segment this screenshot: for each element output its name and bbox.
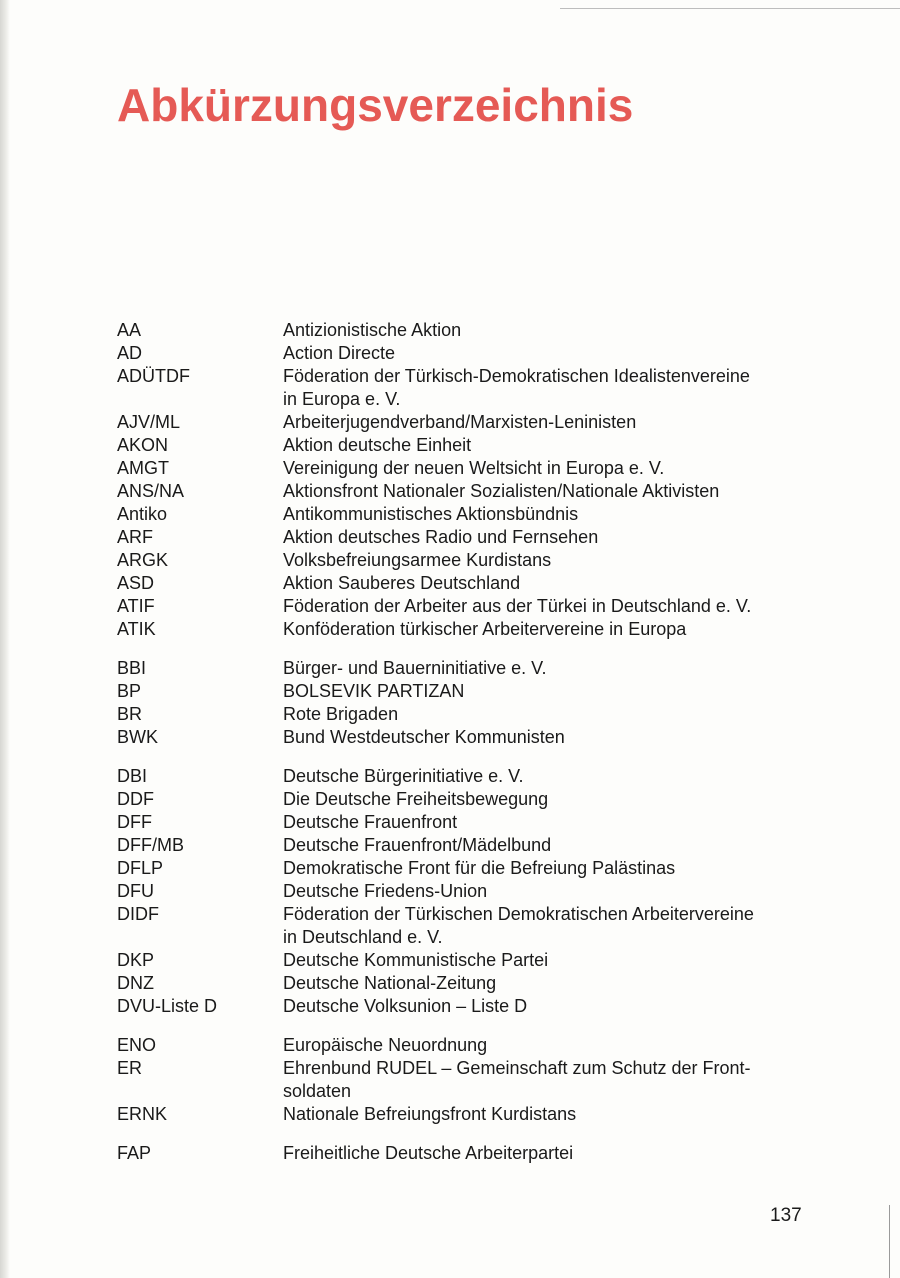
abbreviation-entry	[117, 319, 817, 342]
abbreviation-expansion	[283, 972, 817, 995]
abbreviation-expansion	[283, 788, 817, 811]
abbreviation-term: ATIF	[117, 596, 155, 616]
abbreviation-term: ADÜTDF	[117, 366, 190, 386]
expansion-line: Aktion deutsche Einheit	[283, 435, 472, 455]
page-number: 137	[770, 1205, 802, 1226]
abbreviation-entry	[117, 342, 817, 365]
abbreviation-term: AD	[117, 343, 143, 363]
abbreviation-expansion	[283, 1034, 817, 1057]
expansion-line: Antikommunistisches Aktionsbündnis	[283, 504, 579, 524]
expansion-line: Deutsche Frauenfront/Mädelbund	[283, 835, 552, 855]
expansion-line: Konföderation türkischer Arbeitervereine in Europa	[283, 619, 687, 639]
expansion-line: Föderation der Türkischen Demokratischen Arbeitervereine	[283, 904, 754, 924]
abbreviation-term: ARF	[117, 527, 153, 547]
page-title: Abkürzungsverzeichnis	[117, 79, 634, 131]
abbreviation-term: ENO	[117, 1035, 157, 1055]
abbreviation-term: DVU-Liste D	[117, 996, 218, 1016]
expansion-line: Ehrenbund RUDEL – Gemeinschaft zum Schutz der Front-	[283, 1058, 751, 1078]
abbreviation-entry	[117, 657, 817, 680]
expansion-line: Die Deutsche Freiheitsbewegung	[283, 789, 549, 809]
expansion-line: Arbeiterjugendverband/Marxisten-Leninisten	[283, 412, 637, 432]
expansion-line: Deutsche Friedens-Union	[283, 881, 488, 901]
abbreviation-term: DFF/MB	[117, 835, 184, 855]
abbreviation-expansion	[283, 457, 817, 480]
abbreviation-term: BR	[117, 704, 143, 724]
abbreviation-term: AJV/ML	[117, 412, 181, 432]
abbreviation-term: FAP	[117, 1143, 152, 1163]
abbreviation-group	[117, 765, 817, 1018]
expansion-line: Volksbefreiungsarmee Kurdistans	[283, 550, 552, 570]
abbreviation-group	[117, 319, 817, 641]
expansion-line: Deutsche National-Zeitung	[283, 973, 497, 993]
expansion-line: Deutsche Volksunion – Liste D	[283, 996, 528, 1016]
expansion-line: Europäische Neuordnung	[283, 1035, 488, 1055]
abbreviation-entry	[117, 949, 817, 972]
abbreviation-entry	[117, 549, 817, 572]
abbreviation-entry	[117, 595, 817, 618]
abbreviation-expansion	[283, 595, 817, 618]
abbreviation-expansion	[283, 703, 817, 726]
abbreviation-term: DKP	[117, 950, 155, 970]
expansion-line: Antizionistische Aktion	[283, 320, 462, 340]
expansion-line: Aktion Sauberes Deutschland	[283, 573, 521, 593]
abbreviation-entry	[117, 903, 817, 949]
page-binding-edge	[0, 0, 10, 1278]
expansion-line: Freiheitliche Deutsche Arbeiterpartei	[283, 1143, 574, 1163]
expansion-continuation-line: in Deutschland e. V.	[283, 927, 443, 947]
abbreviation-entry	[117, 480, 817, 503]
abbreviation-entry	[117, 411, 817, 434]
abbreviation-term: DFU	[117, 881, 154, 901]
expansion-continuation-line: in Europa e. V.	[283, 389, 401, 409]
expansion-line: Bund Westdeutscher Kommunisten	[283, 727, 565, 747]
abbreviation-term: AA	[117, 320, 142, 340]
abbreviation-entry	[117, 765, 817, 788]
expansion-line: Deutsche Frauenfront	[283, 812, 458, 832]
abbreviation-entry	[117, 1057, 817, 1103]
abbreviation-expansion	[283, 880, 817, 903]
abbreviation-term: ERNK	[117, 1104, 168, 1124]
abbreviation-expansion	[283, 1057, 817, 1103]
abbreviation-term: DBI	[117, 766, 148, 786]
abbreviation-group	[117, 1142, 817, 1165]
expansion-line: Föderation der Türkisch-Demokratischen Idealistenvereine	[283, 366, 750, 386]
abbreviation-entry	[117, 995, 817, 1018]
abbreviation-term: DDF	[117, 789, 154, 809]
expansion-line: Föderation der Arbeiter aus der Türkei in Deutschland e. V.	[283, 596, 752, 616]
abbreviation-entry	[117, 857, 817, 880]
expansion-line: Bürger- und Bauerninitiative e. V.	[283, 658, 547, 678]
abbreviation-term: DIDF	[117, 904, 159, 924]
expansion-line: Rote Brigaden	[283, 704, 399, 724]
abbreviation-group	[117, 657, 817, 749]
abbreviation-expansion	[283, 526, 817, 549]
abbreviation-term: DFLP	[117, 858, 164, 878]
abbreviation-term: ATIK	[117, 619, 156, 639]
abbreviation-entry	[117, 618, 817, 641]
abbreviation-expansion	[283, 1142, 817, 1165]
abbreviation-expansion	[283, 995, 817, 1018]
abbreviation-expansion	[283, 365, 817, 411]
abbreviation-entry	[117, 834, 817, 857]
expansion-line: Aktionsfront Nationaler Sozialisten/Nationale Aktivisten	[283, 481, 720, 501]
abbreviation-entry	[117, 880, 817, 903]
abbreviation-term: ARGK	[117, 550, 169, 570]
abbreviation-entry	[117, 457, 817, 480]
abbreviation-expansion	[283, 503, 817, 526]
abbreviation-entry	[117, 1142, 817, 1165]
abbreviation-expansion	[283, 342, 817, 365]
expansion-line: Nationale Befreiungsfront Kurdistans	[283, 1104, 577, 1124]
expansion-line: Demokratische Front für die Befreiung Palästinas	[283, 858, 676, 878]
abbreviation-expansion	[283, 726, 817, 749]
abbreviation-term: AKON	[117, 435, 169, 455]
abbreviation-entry	[117, 365, 817, 411]
abbreviation-expansion	[283, 903, 817, 949]
abbreviation-expansion	[283, 434, 817, 457]
expansion-line: Deutsche Bürgerinitiative e. V.	[283, 766, 524, 786]
expansion-line: Vereinigung der neuen Weltsicht in Europa e. V.	[283, 458, 665, 478]
abbreviation-entry	[117, 434, 817, 457]
abbreviation-expansion	[283, 949, 817, 972]
right-margin-rule	[889, 1205, 890, 1278]
abbreviation-term: AMGT	[117, 458, 169, 478]
abbreviation-term: DNZ	[117, 973, 154, 993]
abbreviation-expansion	[283, 765, 817, 788]
abbreviation-list	[117, 319, 817, 1181]
abbreviation-entry	[117, 1034, 817, 1057]
expansion-line: Aktion deutsches Radio und Fernsehen	[283, 527, 599, 547]
abbreviation-expansion	[283, 1103, 817, 1126]
abbreviation-term: ER	[117, 1058, 143, 1078]
abbreviation-expansion	[283, 811, 817, 834]
abbreviation-entry	[117, 680, 817, 703]
abbreviation-entry	[117, 726, 817, 749]
abbreviation-entry	[117, 572, 817, 595]
expansion-line: Deutsche Kommunistische Partei	[283, 950, 549, 970]
abbreviation-expansion	[283, 411, 817, 434]
abbreviation-expansion	[283, 618, 817, 641]
abbreviation-entry	[117, 811, 817, 834]
abbreviation-term: Antiko	[117, 504, 168, 524]
abbreviation-entry	[117, 703, 817, 726]
abbreviation-expansion	[283, 480, 817, 503]
abbreviation-term: BP	[117, 681, 142, 701]
expansion-continuation-line: soldaten	[283, 1081, 352, 1101]
abbreviation-expansion	[283, 319, 817, 342]
abbreviation-term: DFF	[117, 812, 152, 832]
abbreviation-entry	[117, 972, 817, 995]
abbreviation-entry	[117, 1103, 817, 1126]
abbreviation-term: BWK	[117, 727, 159, 747]
abbreviation-expansion	[283, 657, 817, 680]
expansion-line: BOLSEVIK PARTIZAN	[283, 681, 465, 701]
abbreviation-expansion	[283, 834, 817, 857]
abbreviation-entry	[117, 503, 817, 526]
abbreviation-expansion	[283, 572, 817, 595]
abbreviation-expansion	[283, 857, 817, 880]
abbreviation-term: ASD	[117, 573, 155, 593]
abbreviation-expansion	[283, 549, 817, 572]
top-rule	[560, 8, 900, 9]
abbreviation-expansion	[283, 680, 817, 703]
abbreviation-entry	[117, 526, 817, 549]
expansion-line: Action Directe	[283, 343, 396, 363]
abbreviation-entry	[117, 788, 817, 811]
abbreviation-term: BBI	[117, 658, 147, 678]
abbreviation-group	[117, 1034, 817, 1126]
abbreviation-term: ANS/NA	[117, 481, 185, 501]
